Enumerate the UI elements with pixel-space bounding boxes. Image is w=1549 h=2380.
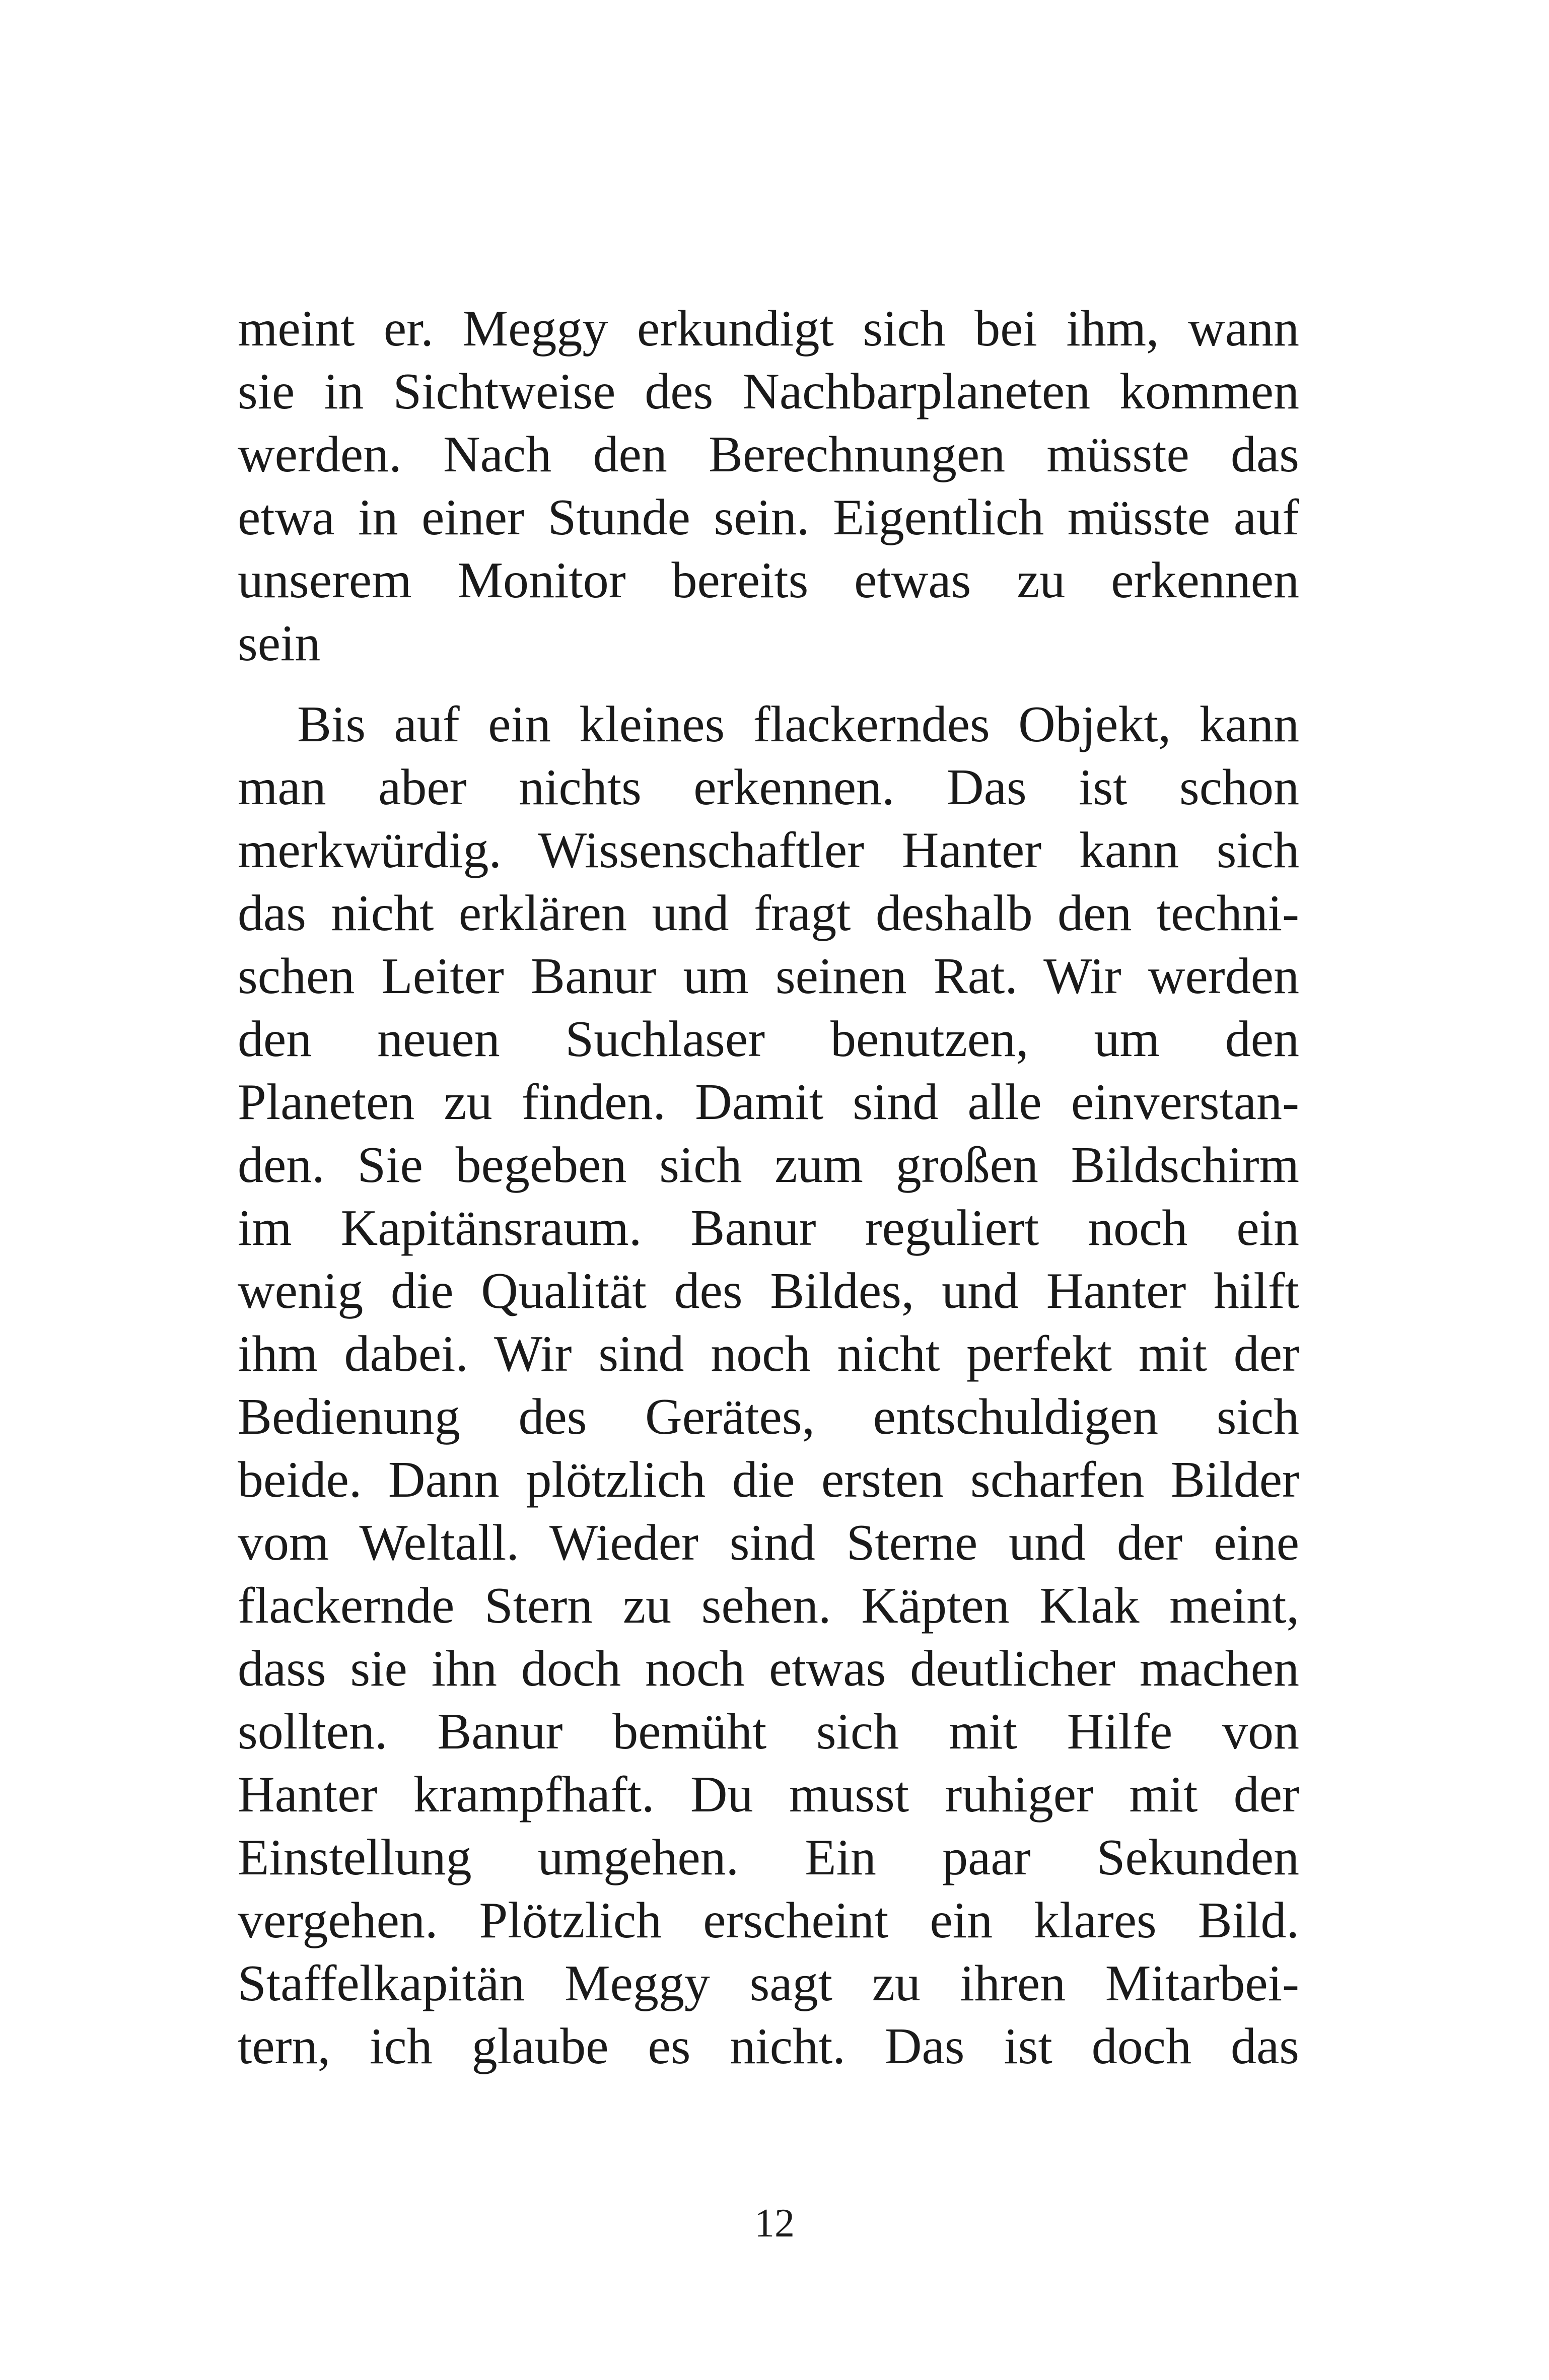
text-line: tern, ich glaube es nicht. Das ist doch das [238, 2018, 1299, 2075]
text-line: vergehen. Plötzlich erscheint ein klares Bild. [238, 1892, 1299, 1949]
paragraph-1 [238, 297, 1299, 675]
text-line: ihm dabei. Wir sind noch nicht perfekt mit der [238, 1325, 1299, 1382]
text-line: merkwürdig. Wissenschaftler Hanter kann sich [238, 822, 1299, 879]
text-line: sein [238, 615, 321, 672]
text-line: Hanter krampfhaft. Du musst ruhiger mit der [238, 1766, 1299, 1823]
paragraph-2 [238, 693, 1299, 2078]
text-line: etwa in einer Stunde sein. Eigentlich müsste auf [238, 489, 1299, 546]
text-line: wenig die Qualität des Bildes, und Hanter hilft [238, 1263, 1299, 1319]
text-line: vom Weltall. Wieder sind Sterne und der eine [238, 1514, 1299, 1571]
text-line: Bis auf ein kleines flackerndes Objekt, kann [297, 696, 1299, 753]
text-line: meint er. Meggy erkundigt sich bei ihm, wann [238, 300, 1299, 357]
text-line: Planeten zu finden. Damit sind alle einverstan- [238, 1074, 1299, 1131]
text-line: im Kapitänsraum. Banur reguliert noch ein [238, 1200, 1299, 1256]
text-line: beide. Dann plötzlich die ersten scharfen Bilder [238, 1451, 1299, 1508]
paragraph-gap [238, 675, 1299, 693]
text-line: dass sie ihn doch noch etwas deutlicher machen [238, 1640, 1299, 1697]
text-line: Staffelkapitän Meggy sagt zu ihren Mitarbei- [238, 1955, 1299, 2012]
text-line: den neuen Suchlaser benutzen, um den [238, 1011, 1299, 1068]
text-line: schen Leiter Banur um seinen Rat. Wir werden [238, 948, 1299, 1005]
text-line: werden. Nach den Berechnungen müsste das [238, 426, 1299, 483]
text-line: unserem Monitor bereits etwas zu erkennen [238, 552, 1299, 609]
page-number: 12 [754, 2201, 795, 2246]
text-line: den. Sie begeben sich zum großen Bildschirm [238, 1137, 1299, 1194]
text-line: das nicht erklären und fragt deshalb den techni- [238, 885, 1299, 942]
text-line: Bedienung des Gerätes, entschuldigen sich [238, 1388, 1299, 1445]
body-text [238, 297, 1299, 2078]
text-line: sollten. Banur bemüht sich mit Hilfe von [238, 1703, 1299, 1760]
text-line: sie in Sichtweise des Nachbarplaneten kommen [238, 363, 1299, 420]
text-line: man aber nichts erkennen. Das ist schon [238, 759, 1299, 816]
text-line: flackernde Stern zu sehen. Käpten Klak meint, [238, 1577, 1299, 1634]
text-line: Einstellung umgehen. Ein paar Sekunden [238, 1829, 1299, 1886]
